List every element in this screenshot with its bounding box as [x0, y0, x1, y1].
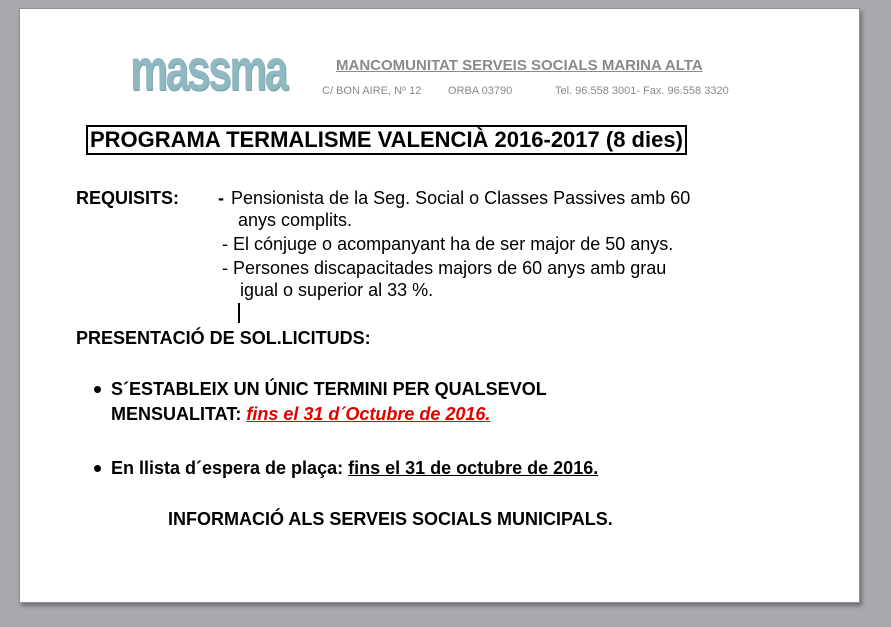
text-cursor: [238, 303, 240, 323]
requisit-1-line2: anys complits.: [238, 210, 353, 230]
requisit-2: - El cónjuge o acompanyant ha de ser major de 50 anys.: [222, 234, 674, 254]
bullet-2-line: [111, 457, 598, 479]
bullet-1-line1: S´ESTABLEIX UN ÚNIC TERMINI PER QUALSEVOL: [111, 379, 547, 399]
deadline-1: fins el 31 d´Octubre de 2016.: [246, 404, 491, 424]
mensualitat-label: MENSUALITAT:: [111, 404, 242, 424]
massma-logo: massma: [130, 38, 286, 104]
document-title: PROGRAMA TERMALISME VALENCIÀ 2016-2017 (8 dies): [86, 125, 687, 155]
presentacio-heading: PRESENTACIÓ DE SOL.LICITUDS:: [76, 328, 371, 348]
town: ORBA 03790: [448, 85, 513, 97]
deadline-2: fins el 31 de octubre de 2016.: [348, 458, 599, 478]
bullet-1: [94, 386, 101, 393]
phone-fax: Tel. 96.558 3001- Fax. 96.558 3320: [555, 85, 729, 97]
organization-name: MANCOMUNITAT SERVEIS SOCIALS MARINA ALTA: [336, 57, 703, 74]
address: C/ BON AIRE, Nº 12: [322, 85, 422, 97]
requisit-3-line2: igual o superior al 33 %.: [240, 280, 434, 300]
bullet-2: [94, 465, 101, 472]
requisit-1-dash: -: [218, 188, 224, 208]
footer-info: INFORMACIÓ ALS SERVEIS SOCIALS MUNICIPALS.: [168, 509, 613, 529]
requisit-1-line1: Pensionista de la Seg. Social o Classes Passives amb 60: [231, 188, 691, 208]
requisits-label: REQUISITS:: [76, 188, 180, 208]
llista-espera-label: En llista d´espera de plaça:: [111, 458, 344, 478]
document-page[interactable]: [19, 8, 860, 603]
bullet-1-line2: [111, 403, 490, 425]
requisit-3-line1: - Persones discapacitades majors de 60 anys amb grau: [222, 258, 667, 278]
